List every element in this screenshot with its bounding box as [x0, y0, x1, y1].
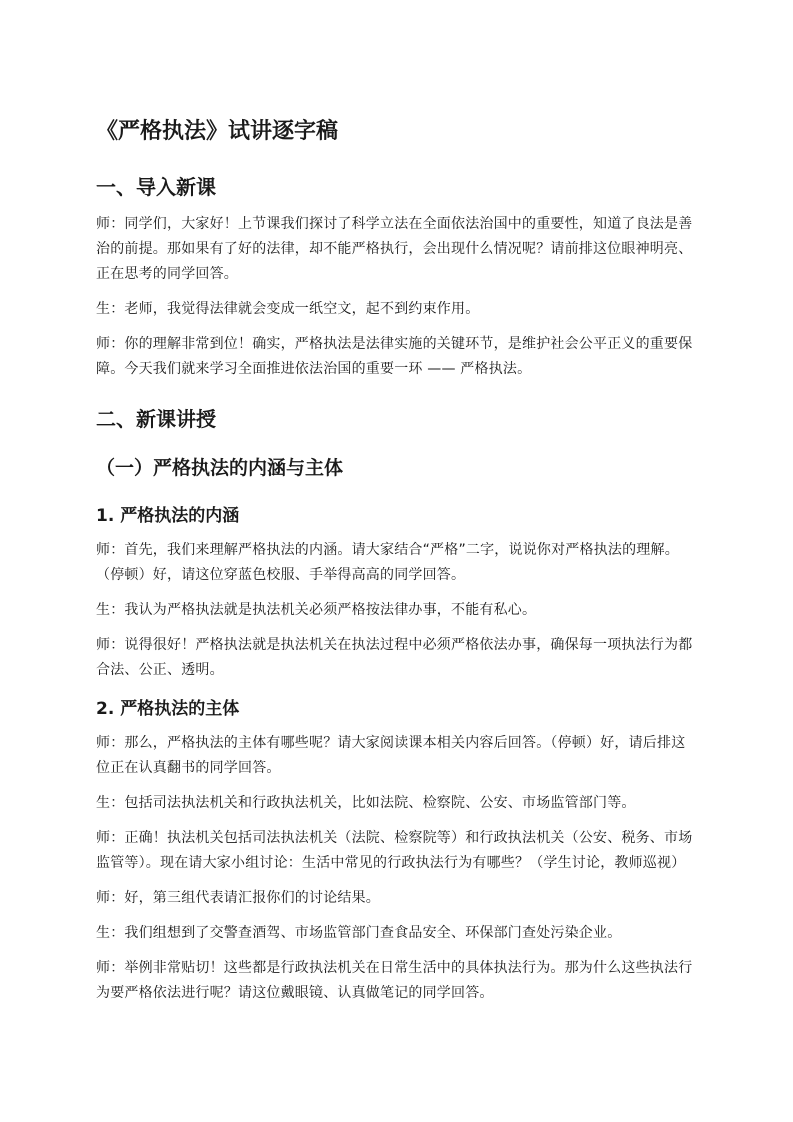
paragraph: 生：我认为严格执法就是执法机关必须严格按法律办事，不能有私心。: [96, 602, 537, 619]
subheading-connotation: 1. 严格执法的内涵: [96, 506, 240, 527]
paragraph: 师：好，第三组代表请汇报你们的讨论结果。: [96, 890, 380, 907]
paragraph: 师：正确！执法机关包括司法执法机关（法院、检察院等）和行政执法机关（公安、税务、市场监管等）。现在请大家小组讨论：生活中常见的行政执法行为有哪些？（学生讨论，教师巡视）: [96, 830, 693, 872]
paragraph: 师：首先，我们来理解严格执法的内涵。请大家结合“严格”二字，说说你对严格执法的理解。（停顿）好，请这位穿蓝色校服、手举得高高的同学回答。: [96, 542, 679, 584]
paragraph: 师：举例非常贴切！这些都是行政执法机关在日常生活中的具体执法行为。那为什么这些执法行为要严格依法进行呢？请这位戴眼镜、认真做笔记的同学回答。: [96, 960, 693, 1002]
section-heading-intro: 一、导入新课: [96, 174, 216, 199]
subsection-heading-connotation-subject: （一）严格执法的内涵与主体: [96, 456, 344, 479]
paragraph: 生：包括司法执法机关和行政执法机关，比如法院、检察院、公安、市场监管部门等。: [96, 795, 636, 812]
subheading-subject: 2. 严格执法的主体: [96, 699, 240, 720]
section-heading-new-lesson: 二、新课讲授: [96, 406, 216, 431]
document-title: 《严格执法》试讲逐字稿: [96, 119, 339, 144]
paragraph: 生：我们组想到了交警查酒驾、市场监管部门查食品安全、环保部门查处污染企业。: [96, 925, 622, 942]
paragraph: 师：说得很好！严格执法就是执法机关在执法过程中必须严格依法办事，确保每一项执法行为都合法、公正、透明。: [96, 637, 693, 679]
paragraph: 师：同学们，大家好！上节课我们探讨了科学立法在全面依法治国中的重要性，知道了良法是善治的前提。那如果有了好的法律，却不能严格执行，会出现什么情况呢？请前排这位眼神明亮、正在思考的同学回答。: [96, 215, 693, 282]
paragraph: 师：你的理解非常到位！确实，严格执法是法律实施的关键环节，是维护社会公平正义的重要保障。今天我们就来学习全面推进依法治国的重要一环 —— 严格执法。: [96, 335, 693, 377]
paragraph: 师：那么，严格执法的主体有哪些呢？请大家阅读课本相关内容后回答。（停顿）好，请后排这位正在认真翻书的同学回答。: [96, 735, 686, 777]
paragraph: 生：老师，我觉得法律就会变成一纸空文，起不到约束作用。: [96, 300, 480, 317]
